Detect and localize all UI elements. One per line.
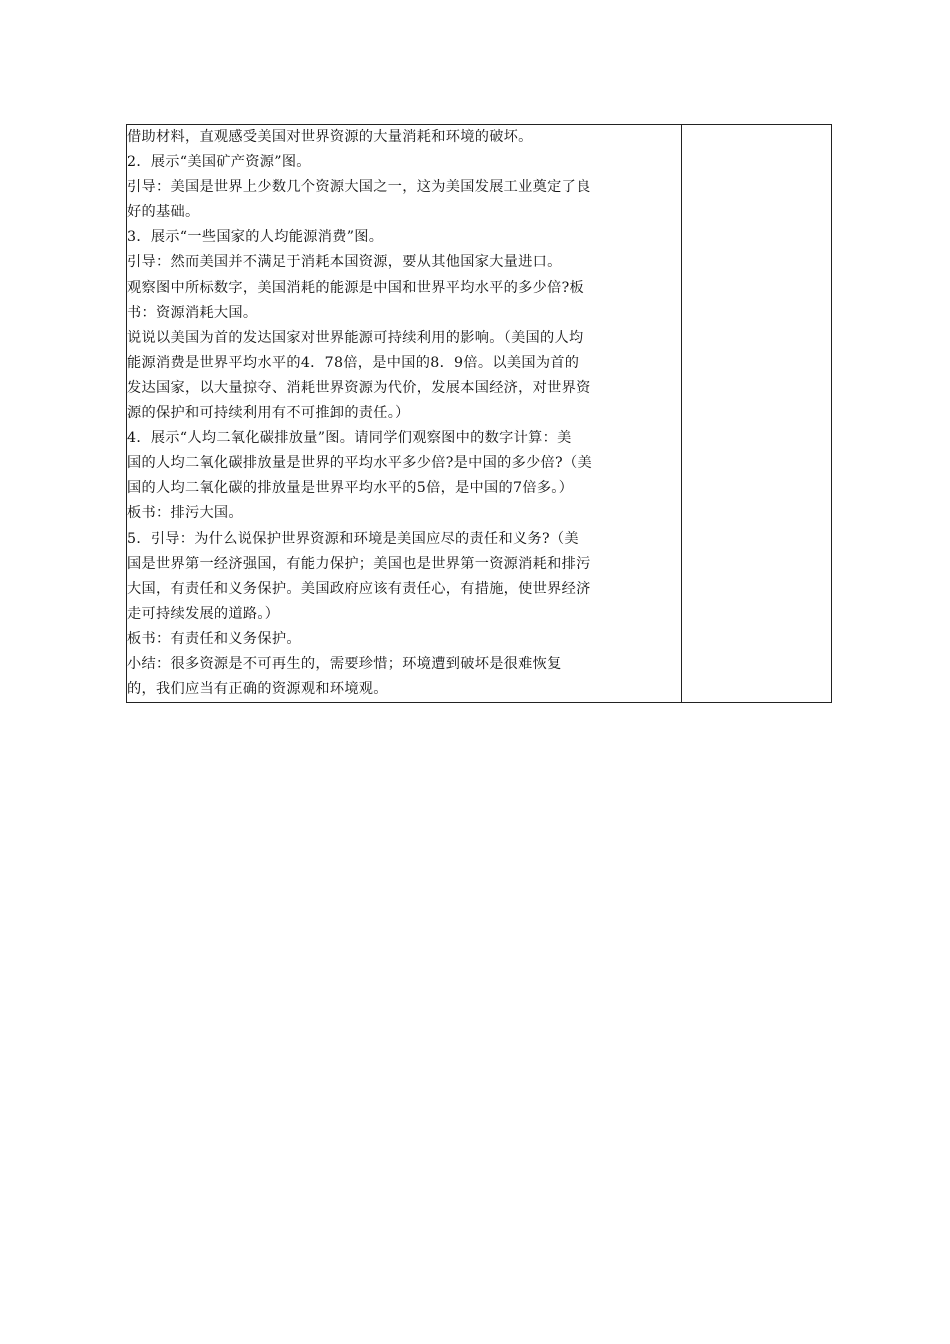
text-line: 借助材料，直观感受美国对世界资源的大量消耗和环境的破坏。	[127, 129, 533, 145]
text-line: 大国，有责任和义务保护。美国政府应该有责任心，有措施，使世界经济	[127, 580, 591, 597]
text-line: 国的人均二氧化碳排放量是世界的平均水平多少倍?是中国的多少倍?（美	[127, 455, 592, 472]
text-line: 5．引导：为什么说保护世界资源和环境是美国应尽的责任和义务?（美	[127, 530, 579, 547]
text-line: 能源消费是世界平均水平的4．78倍，是中国的8．9倍。以美国为首的	[127, 354, 580, 371]
lesson-plan-table	[126, 124, 832, 703]
notes-cell	[681, 125, 831, 703]
text-line: 2．展示“美国矿产资源”图。	[127, 154, 311, 171]
teaching-content-cell	[127, 125, 682, 703]
text-line: 国的人均二氧化碳的排放量是世界平均水平的5倍，是中国的7倍多。）	[127, 480, 574, 497]
text-line: 板书：有责任和义务保护。	[127, 630, 301, 647]
text-line: 4．展示“人均二氧化碳排放量”图。请同学们观察图中的数字计算：美	[127, 430, 572, 447]
text-line: 好的基础。	[127, 204, 200, 221]
text-line: 说说以美国为首的发达国家对世界能源可持续利用的影响。（美国的人均	[127, 329, 584, 346]
text-line: 3．展示“一些国家的人均能源消费”图。	[127, 229, 384, 246]
text-line: 源的保护和可持续利用有不可推卸的责任。）	[127, 405, 410, 422]
text-line: 发达国家，以大量掠夺、消耗世界资源为代价，发展本国经济，对世界资	[127, 379, 591, 396]
text-line: 的，我们应当有正确的资源观和环境观。	[127, 681, 388, 698]
text-line: 板书：排污大国。	[127, 505, 243, 522]
text-line: 引导：然而美国并不满足于消耗本国资源，要从其他国家大量进口。	[127, 254, 562, 271]
text-line: 引导：美国是世界上少数几个资源大国之一，这为美国发展工业奠定了良	[127, 179, 591, 196]
table-row	[127, 125, 832, 703]
text-line: 观察图中所标数字，美国消耗的能源是中国和世界平均水平的多少倍?板	[127, 279, 585, 296]
text-line: 国是世界第一经济强国，有能力保护；美国也是世界第一资源消耗和排污	[127, 555, 591, 572]
text-line: 走可持续发展的道路。）	[127, 605, 280, 622]
text-line: 小结：很多资源是不可再生的，需要珍惜；环境遭到破坏是很难恢复	[127, 655, 562, 672]
text-line: 书：资源消耗大国。	[127, 304, 258, 321]
